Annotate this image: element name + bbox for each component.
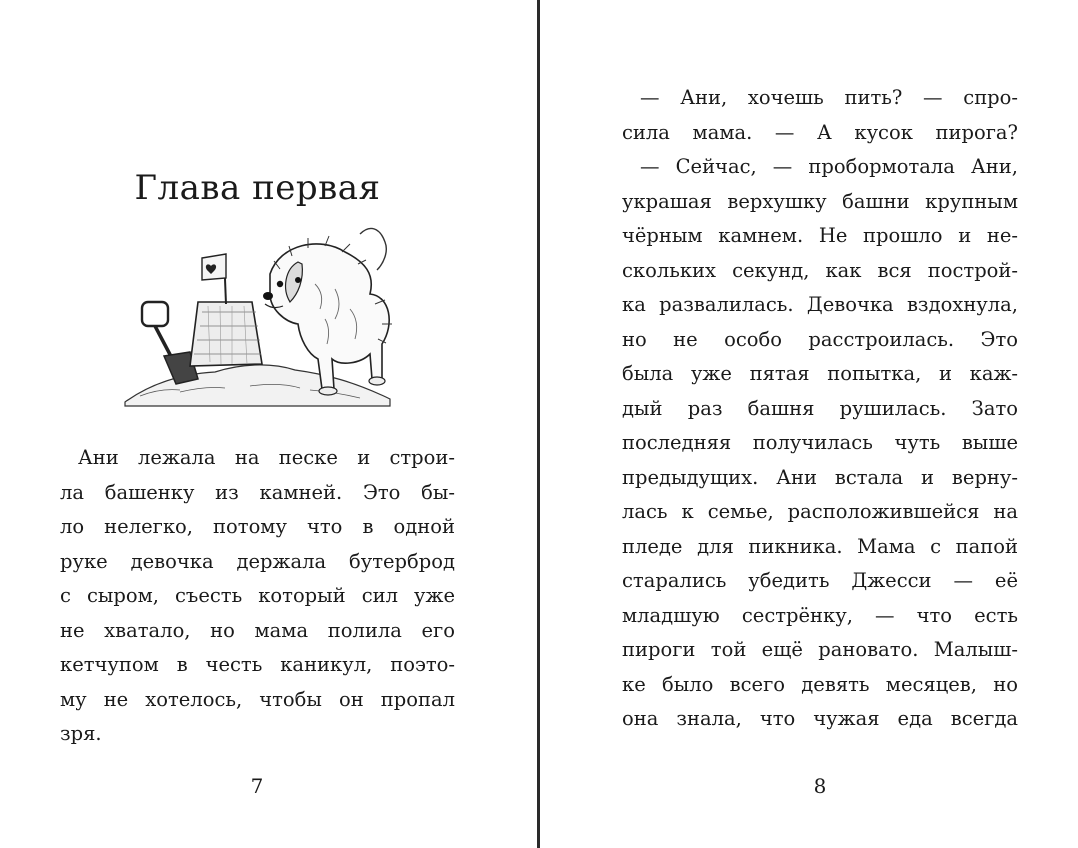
text-line: она знала, что чужая еда всегда: [622, 707, 1018, 730]
text-line: украшая верхушку башни крупным: [622, 189, 1018, 213]
text-line: ла башенку из камней. Это бы-: [60, 480, 455, 504]
text-line: лась к семье, расположившейся на: [622, 500, 1018, 523]
sandcastle-puppy-illustration: [120, 214, 395, 414]
page-number-right: 8: [813, 774, 827, 798]
text-line: — Сейчас, — пробормотала Ани,: [640, 155, 1018, 178]
text-line: зря.: [60, 722, 102, 745]
text-line: Ани лежала на песке и строи-: [78, 446, 455, 469]
text-line: ло нелегко, потому что в одной: [60, 515, 455, 538]
text-line: скольких секунд, как вся построй-: [622, 258, 1018, 282]
right-page: [540, 0, 1078, 848]
right-page-body: [622, 81, 1018, 737]
text-line: сила мама. — А кусок пирога?: [622, 120, 1018, 144]
text-line: была уже пятая попытка, и каж-: [622, 362, 1018, 385]
text-line: ка развалилась. Девочка вздохнула,: [622, 293, 1018, 316]
left-page-body: [60, 441, 455, 752]
text-line: предыдущих. Ани встала и верну-: [622, 465, 1018, 489]
chapter-title: Глава первая: [134, 168, 381, 208]
text-line: — Ани, хочешь пить? — спро-: [640, 86, 1018, 109]
text-line: пироги той ещё рановато. Малыш-: [622, 638, 1018, 661]
text-line: не хватало, но мама полила его: [60, 618, 455, 642]
text-line: дый раз башня рушилась. Зато: [622, 396, 1018, 420]
text-line: чёрным камнем. Не прошло и не-: [622, 224, 1018, 247]
text-line: пледе для пикника. Мама с папой: [622, 534, 1018, 558]
text-line: му не хотелось, чтобы он пропал: [60, 687, 455, 711]
text-line: ке было всего девять месяцев, но: [622, 672, 1018, 696]
text-line: последняя получилась чуть выше: [622, 431, 1018, 454]
text-line: старались убедить Джесси — её: [622, 569, 1018, 592]
text-line: руке девочка держала бутерброд: [60, 549, 455, 573]
left-page: [0, 0, 537, 848]
text-line: но не особо расстроилась. Это: [622, 327, 1018, 351]
text-line: кетчупом в честь каникул, поэто-: [60, 653, 455, 676]
page-number-left: 7: [250, 774, 264, 798]
text-line: младшую сестрёнку, — что есть: [622, 603, 1018, 627]
text-line: с сыром, съесть который сил уже: [60, 584, 455, 607]
